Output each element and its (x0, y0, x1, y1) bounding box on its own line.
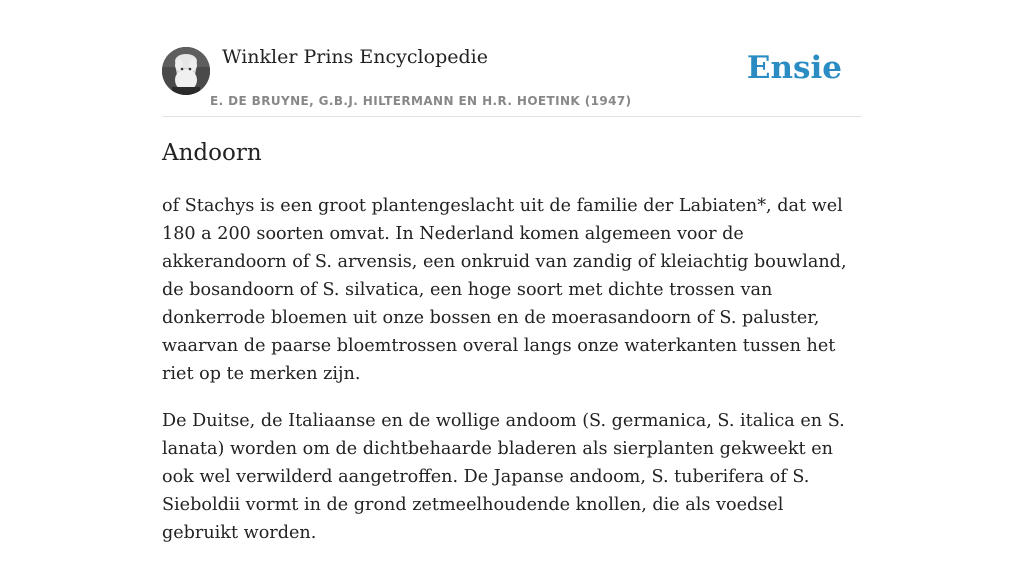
page-container (162, 0, 862, 543)
entry-paragraph: De Duitse, de Italiaanse en de wollige andoom (S. germanica, S. italica en S. lanata) worden om de dichtbehaarde bladeren als sierplanten gekweekt en ook wel verwilderd aangetroffen. De Japanse andoom, S. tuberifera of S. Sieboldii vormt in de grond zetmeelhoudende knollen, die als voedsel gebruikt worden. (162, 411, 845, 543)
author-portrait-avatar[interactable] (162, 47, 210, 95)
entry-paragraph: of Stachys is een groot plantengeslacht uit de familie der Labiaten*, dat wel 180 a 200 soorten omvat. In Nederland komen algemeen voor de akkerandoorn of S. arvensis, een onkruid van zandig of kleiachtig bouwland, de bosandoorn of S. silvatica, een hoge soort met dichte trossen van donkerrode bloemen uit onze bossen en de moerasandoorn of S. paluster, waarvan de paarse bloemtrossen overal langs onze waterkanten tussen het riet op te merken zijn. (162, 196, 847, 384)
source-title[interactable]: Winkler Prins Encyclopedie (222, 46, 488, 68)
source-header (162, 0, 862, 117)
entry-title: Andoorn (162, 140, 262, 166)
brand-logo-link[interactable]: Ensie (746, 50, 842, 86)
entry-body (162, 192, 862, 566)
source-authors: E. DE BRUYNE, G.B.J. HILTERMANN EN H.R. HOETINK (1947) (210, 94, 632, 108)
portrait-icon (162, 47, 210, 95)
